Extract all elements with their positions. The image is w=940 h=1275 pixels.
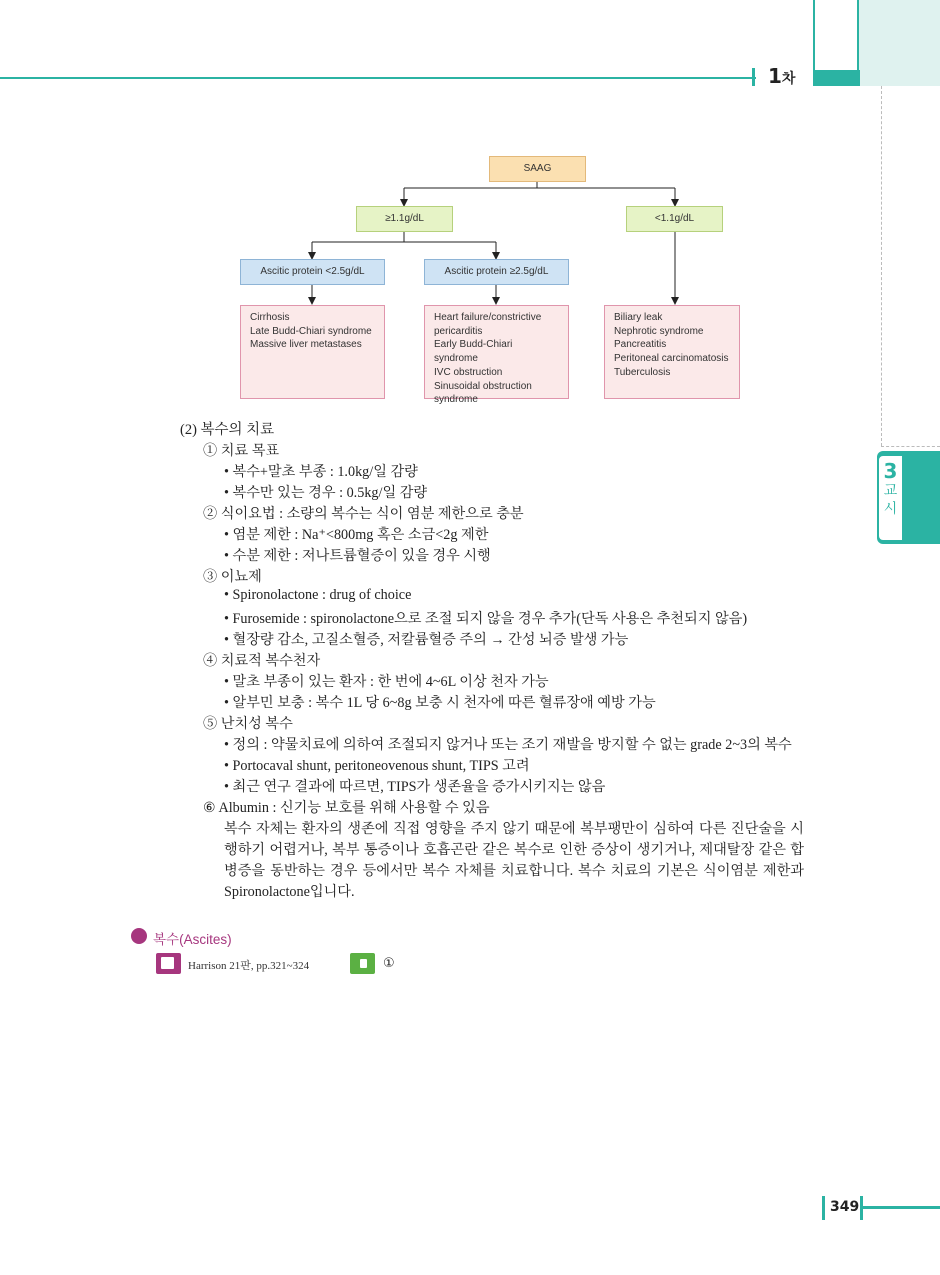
bullet-line: • 복수만 있는 경우 : 0.5kg/일 감량 xyxy=(224,485,428,501)
cause-item: Late Budd-Chiari syndrome xyxy=(250,325,372,337)
bullet-line: • Furosemide : spironolactone으로 조절 되지 않을 경우 추가(단독 사용은 추천되지 않음) xyxy=(224,611,748,627)
item-heading: ④ 치료적 복수천자 xyxy=(203,653,321,669)
session-suffix: 차 xyxy=(781,71,796,87)
cause-item: Peritoneal carcinomatosis xyxy=(614,353,729,365)
bullet-line: • 수분 제한 : 저나트륨혈증이 있을 경우 시행 xyxy=(224,548,491,564)
page-number: 349 xyxy=(830,1199,860,1215)
item-heading: ⑥ Albumin : 신기능 보호를 위해 사용할 수 있음 xyxy=(203,800,490,816)
flowchart-root-saag: SAAG xyxy=(489,156,586,182)
textbook-icon xyxy=(156,953,181,974)
flowchart-protein-high: Ascitic protein ≥2.5g/dL xyxy=(424,259,569,285)
summary-paragraph: 복수 자체는 환자의 생존에 직접 영향을 주지 않기 때문에 복부팽만이 심하여 다른 진단술을 시행하기 어렵거나, 복부 통증이나 호흡곤란 같은 복수로 인한 증상이 생기거나, 제대탈장 같은 합병증을 동반하는 경우 등에서만 복수 자체를 치료합니다. 복수 치료의 기본은 식이염분 제한과 Spironolactone입니다. xyxy=(224,821,804,900)
cause-item: Tuberculosis xyxy=(614,366,671,378)
bullet-line: • 말초 부종이 있는 환자 : 한 번에 4~6L 이상 천자 가능 xyxy=(224,674,549,690)
section-title: (2) 복수의 치료 xyxy=(180,422,275,438)
page-number-tick xyxy=(822,1196,825,1220)
bullet-line: • 혈장량 감소, 고질소혈증, 저칼륨혈증 주의 → 간성 뇌증 발생 가능 xyxy=(224,632,629,648)
chapter-tab-number: 3 xyxy=(883,459,898,483)
cause-item: Sinusoidal obstruction xyxy=(434,380,532,392)
flowchart-causes-b xyxy=(424,305,569,406)
cause-item: pericarditis xyxy=(434,325,483,337)
item-heading: ③ 이뇨제 xyxy=(203,569,262,585)
cause-item: Biliary leak xyxy=(614,312,663,323)
reference-source: Harrison 21판, pp.321~324 xyxy=(188,960,310,972)
answer-value: ① xyxy=(383,956,395,971)
cause-item: Massive liver metastases xyxy=(250,339,362,351)
margin-dotted-rule xyxy=(881,446,940,447)
bullet-line: • Spironolactone : drug of choice xyxy=(224,587,412,603)
item-heading: ② 식이요법 : 소량의 복수는 식이 염분 제한으로 충분 xyxy=(203,506,524,522)
flowchart-causes-c xyxy=(604,305,740,399)
book-open-icon xyxy=(131,928,147,944)
bullet-line: • 최근 연구 결과에 따르면, TIPS가 생존율을 증가시키지는 않음 xyxy=(224,779,606,795)
cause-item: Cirrhosis xyxy=(250,312,290,323)
bullet-line: • 복수+말초 부종 : 1.0kg/일 감량 xyxy=(224,464,418,480)
cause-item: IVC obstruction xyxy=(434,366,503,378)
flowchart-causes-a xyxy=(240,305,385,399)
flowchart-saag-low: <1.1g/dL xyxy=(626,206,723,232)
chapter-tab-label[interactable] xyxy=(877,454,904,542)
bullet-line: • Portocaval shunt, peritoneovenous shunt, TIPS 고려 xyxy=(224,758,530,774)
bullet-line: • 정의 : 약물치료에 의하여 조절되지 않거나 또는 조기 재발을 방지할 수 없는 grade 2~3의 복수 xyxy=(224,737,792,753)
page-number-rule xyxy=(860,1206,940,1209)
item-heading: ⑤ 난치성 복수 xyxy=(203,716,293,732)
cause-item: Nephrotic syndrome xyxy=(614,325,704,337)
item-heading: ① 치료 목표 xyxy=(203,443,280,459)
bullet-line: • 염분 제한 : Na⁺<800mg 혹은 소금<2g 제한 xyxy=(224,527,489,543)
cause-item: syndrome xyxy=(434,394,478,406)
cause-item: Heart failure/constrictive xyxy=(434,312,542,323)
reference-title: 복수(Ascites) xyxy=(153,932,232,947)
chapter-tab-char-2: 시 xyxy=(883,501,898,517)
chapter-tab-char-1: 교 xyxy=(883,483,898,499)
cause-item: Pancreatitis xyxy=(614,339,667,351)
flowchart-protein-low: Ascitic protein <2.5g/dL xyxy=(240,259,385,285)
answer-key-icon xyxy=(350,953,375,974)
session-number: 1 xyxy=(768,64,782,88)
cause-item: Early Budd-Chiari syndrome xyxy=(434,339,513,365)
flowchart-saag-high: ≥1.1g/dL xyxy=(356,206,453,232)
bullet-line: • 알부민 보충 : 복수 1L 당 6~8g 보충 시 천자에 따른 혈류장애 예방 가능 xyxy=(224,695,656,711)
